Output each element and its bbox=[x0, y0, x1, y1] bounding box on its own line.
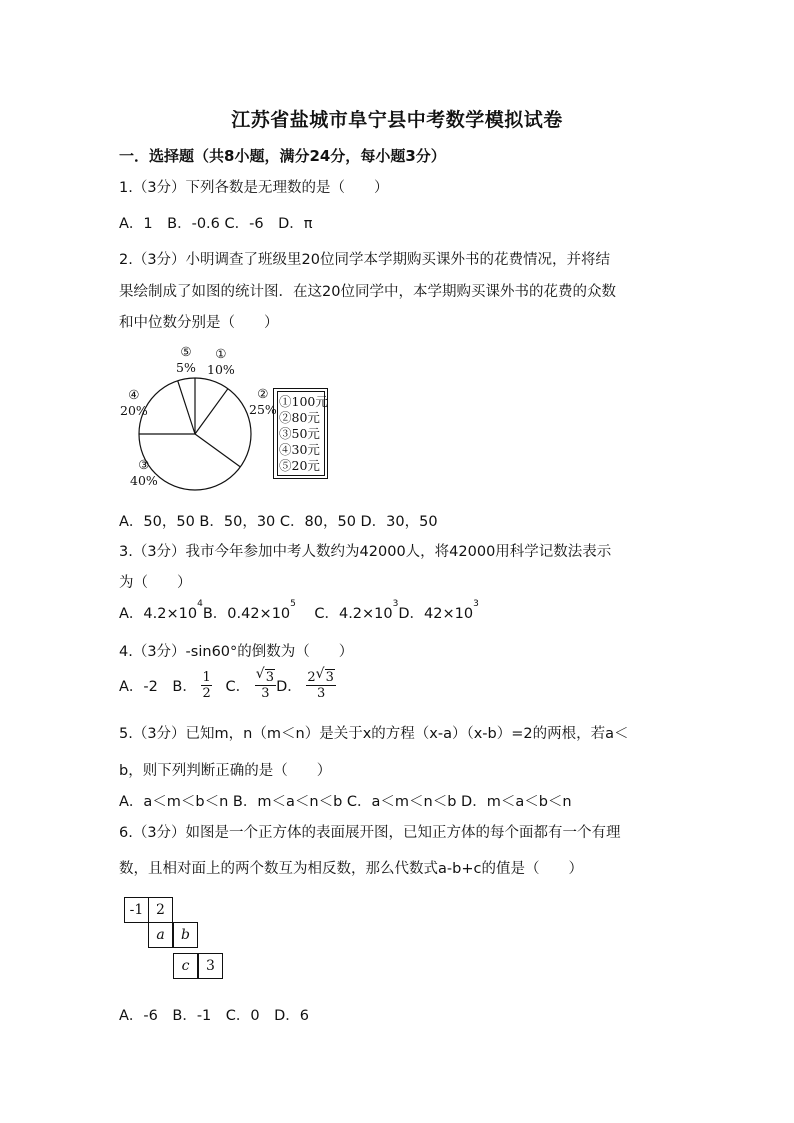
pie-label-4-mark: ④ bbox=[128, 387, 140, 402]
pie-label-1-pct: 10% bbox=[207, 362, 235, 377]
pie-label-1 bbox=[207, 346, 235, 378]
q4-option-c-den: 3 bbox=[261, 686, 270, 701]
q4-options bbox=[119, 666, 336, 701]
q6-line2: 数，且相对面上的两个数互为相反数，那么代数式a-b+c的值是（ ） bbox=[119, 861, 583, 877]
pie-slice-boundary-5 bbox=[178, 381, 195, 434]
q6-options: A．-6 B．-1 C．0 D．6 bbox=[119, 1008, 310, 1024]
pie-label-3 bbox=[130, 457, 158, 489]
pie-label-2-pct: 25% bbox=[249, 402, 277, 417]
pie-label-4 bbox=[120, 387, 148, 419]
q6-line1: 6.（3分）如图是一个正方体的表面展开图，已知正方体的每个面都有一个有理 bbox=[119, 825, 621, 841]
net-cell-3: 3 bbox=[198, 953, 223, 979]
q4-option-d-label: D． bbox=[276, 679, 302, 695]
pie-label-5-mark: ⑤ bbox=[180, 344, 192, 359]
net-cell-b: b bbox=[173, 922, 198, 948]
q1-options: A．1 B．-0.6 C．-6 D．π bbox=[119, 216, 313, 232]
q3-option-d: D．42×10 bbox=[398, 606, 474, 622]
pie-label-4-pct: 20% bbox=[120, 403, 148, 418]
q3-line1: 3.（3分）我市今年参加中考人数约为42000人，将42000用科学记数法表示 bbox=[119, 544, 612, 560]
q3-line2: 为（ ） bbox=[119, 575, 192, 591]
pie-label-5 bbox=[176, 344, 196, 376]
legend-item-3: ③50元 bbox=[279, 426, 320, 441]
q3-option-a: A．4.2×10 bbox=[119, 606, 198, 622]
q4-option-c-fraction: √ 3 3 bbox=[255, 666, 275, 701]
q2-line3: 和中位数分别是（ ） bbox=[119, 315, 279, 331]
pie-slice-boundary-3 bbox=[195, 434, 240, 467]
q4-option-b-fraction bbox=[201, 670, 211, 701]
q5-line1: 5.（3分）已知m，n（m＜n）是关于x的方程（x-a）（x-b）=2的两根，若a＜ bbox=[119, 726, 629, 742]
q3-options bbox=[119, 599, 479, 623]
q3-option-b: B．0.42×10 bbox=[202, 606, 291, 622]
q1-stem: 1.（3分）下列各数是无理数的是（ ） bbox=[119, 180, 389, 196]
q3-option-c-exp: 3 bbox=[392, 599, 399, 609]
q3-option-a-exp: 4 bbox=[197, 599, 203, 609]
pie-label-3-mark: ③ bbox=[138, 457, 150, 472]
pie-label-1-mark: ① bbox=[215, 346, 227, 361]
q3-option-c: C．4.2×10 bbox=[314, 606, 393, 622]
legend-item-2: ②80元 bbox=[279, 410, 320, 425]
section-heading: 一．选择题（共8小题，满分24分，每小题3分） bbox=[119, 147, 446, 165]
q4-stem: 4.（3分）-sin60°的倒数为（ ） bbox=[119, 644, 354, 660]
pie-label-2-mark: ② bbox=[257, 386, 269, 401]
q4-option-c-radicand: 3 bbox=[265, 670, 275, 685]
q4-option-b-num: 1 bbox=[202, 670, 211, 685]
pie-label-3-pct: 40% bbox=[130, 473, 158, 488]
pie-label-5-pct: 5% bbox=[176, 360, 196, 375]
q4-option-d-fraction: 2 √ 3 3 bbox=[307, 666, 334, 701]
legend-item-5: ⑤20元 bbox=[279, 458, 320, 473]
q5-line2: b，则下列判断正确的是（ ） bbox=[119, 763, 332, 779]
q5-options: A．a＜m＜b＜n B．m＜a＜n＜b C．a＜m＜n＜b D．m＜a＜b＜n bbox=[119, 794, 572, 810]
q2-options: A．50，50 B．50，30 C．80，50 D．30，50 bbox=[119, 514, 438, 530]
net-cell-c: c bbox=[173, 953, 198, 979]
q4-option-d-coef: 2 bbox=[307, 670, 316, 685]
q4-option-d-den: 3 bbox=[316, 686, 326, 701]
net-cell-2: 2 bbox=[148, 897, 173, 923]
q2-line1: 2.（3分）小明调查了班级里20位同学本学期购买课外书的花费情况，并将结 bbox=[119, 252, 611, 268]
q3-option-d-exp: 3 bbox=[473, 599, 479, 609]
q4-option-b-den: 2 bbox=[202, 686, 211, 701]
pie-slice-boundary-2 bbox=[195, 389, 228, 434]
q4-option-c-label: C． bbox=[225, 679, 251, 695]
legend-item-4: ④30元 bbox=[279, 442, 320, 457]
page-title: 江苏省盐城市阜宁县中考数学模拟试卷 bbox=[231, 109, 563, 131]
q2-line2: 果绘制成了如图的统计图．在这20位同学中，本学期购买课外书的花费的众数 bbox=[119, 284, 616, 300]
q4-option-a: A．-2 B． bbox=[119, 679, 197, 695]
net-cell-a: a bbox=[148, 922, 173, 948]
net-cell-1: -1 bbox=[124, 897, 149, 923]
legend-item-1: ①100元 bbox=[279, 394, 328, 409]
q4-option-d-radicand: 3 bbox=[325, 670, 334, 685]
q3-option-b-exp: 5 bbox=[290, 599, 296, 609]
